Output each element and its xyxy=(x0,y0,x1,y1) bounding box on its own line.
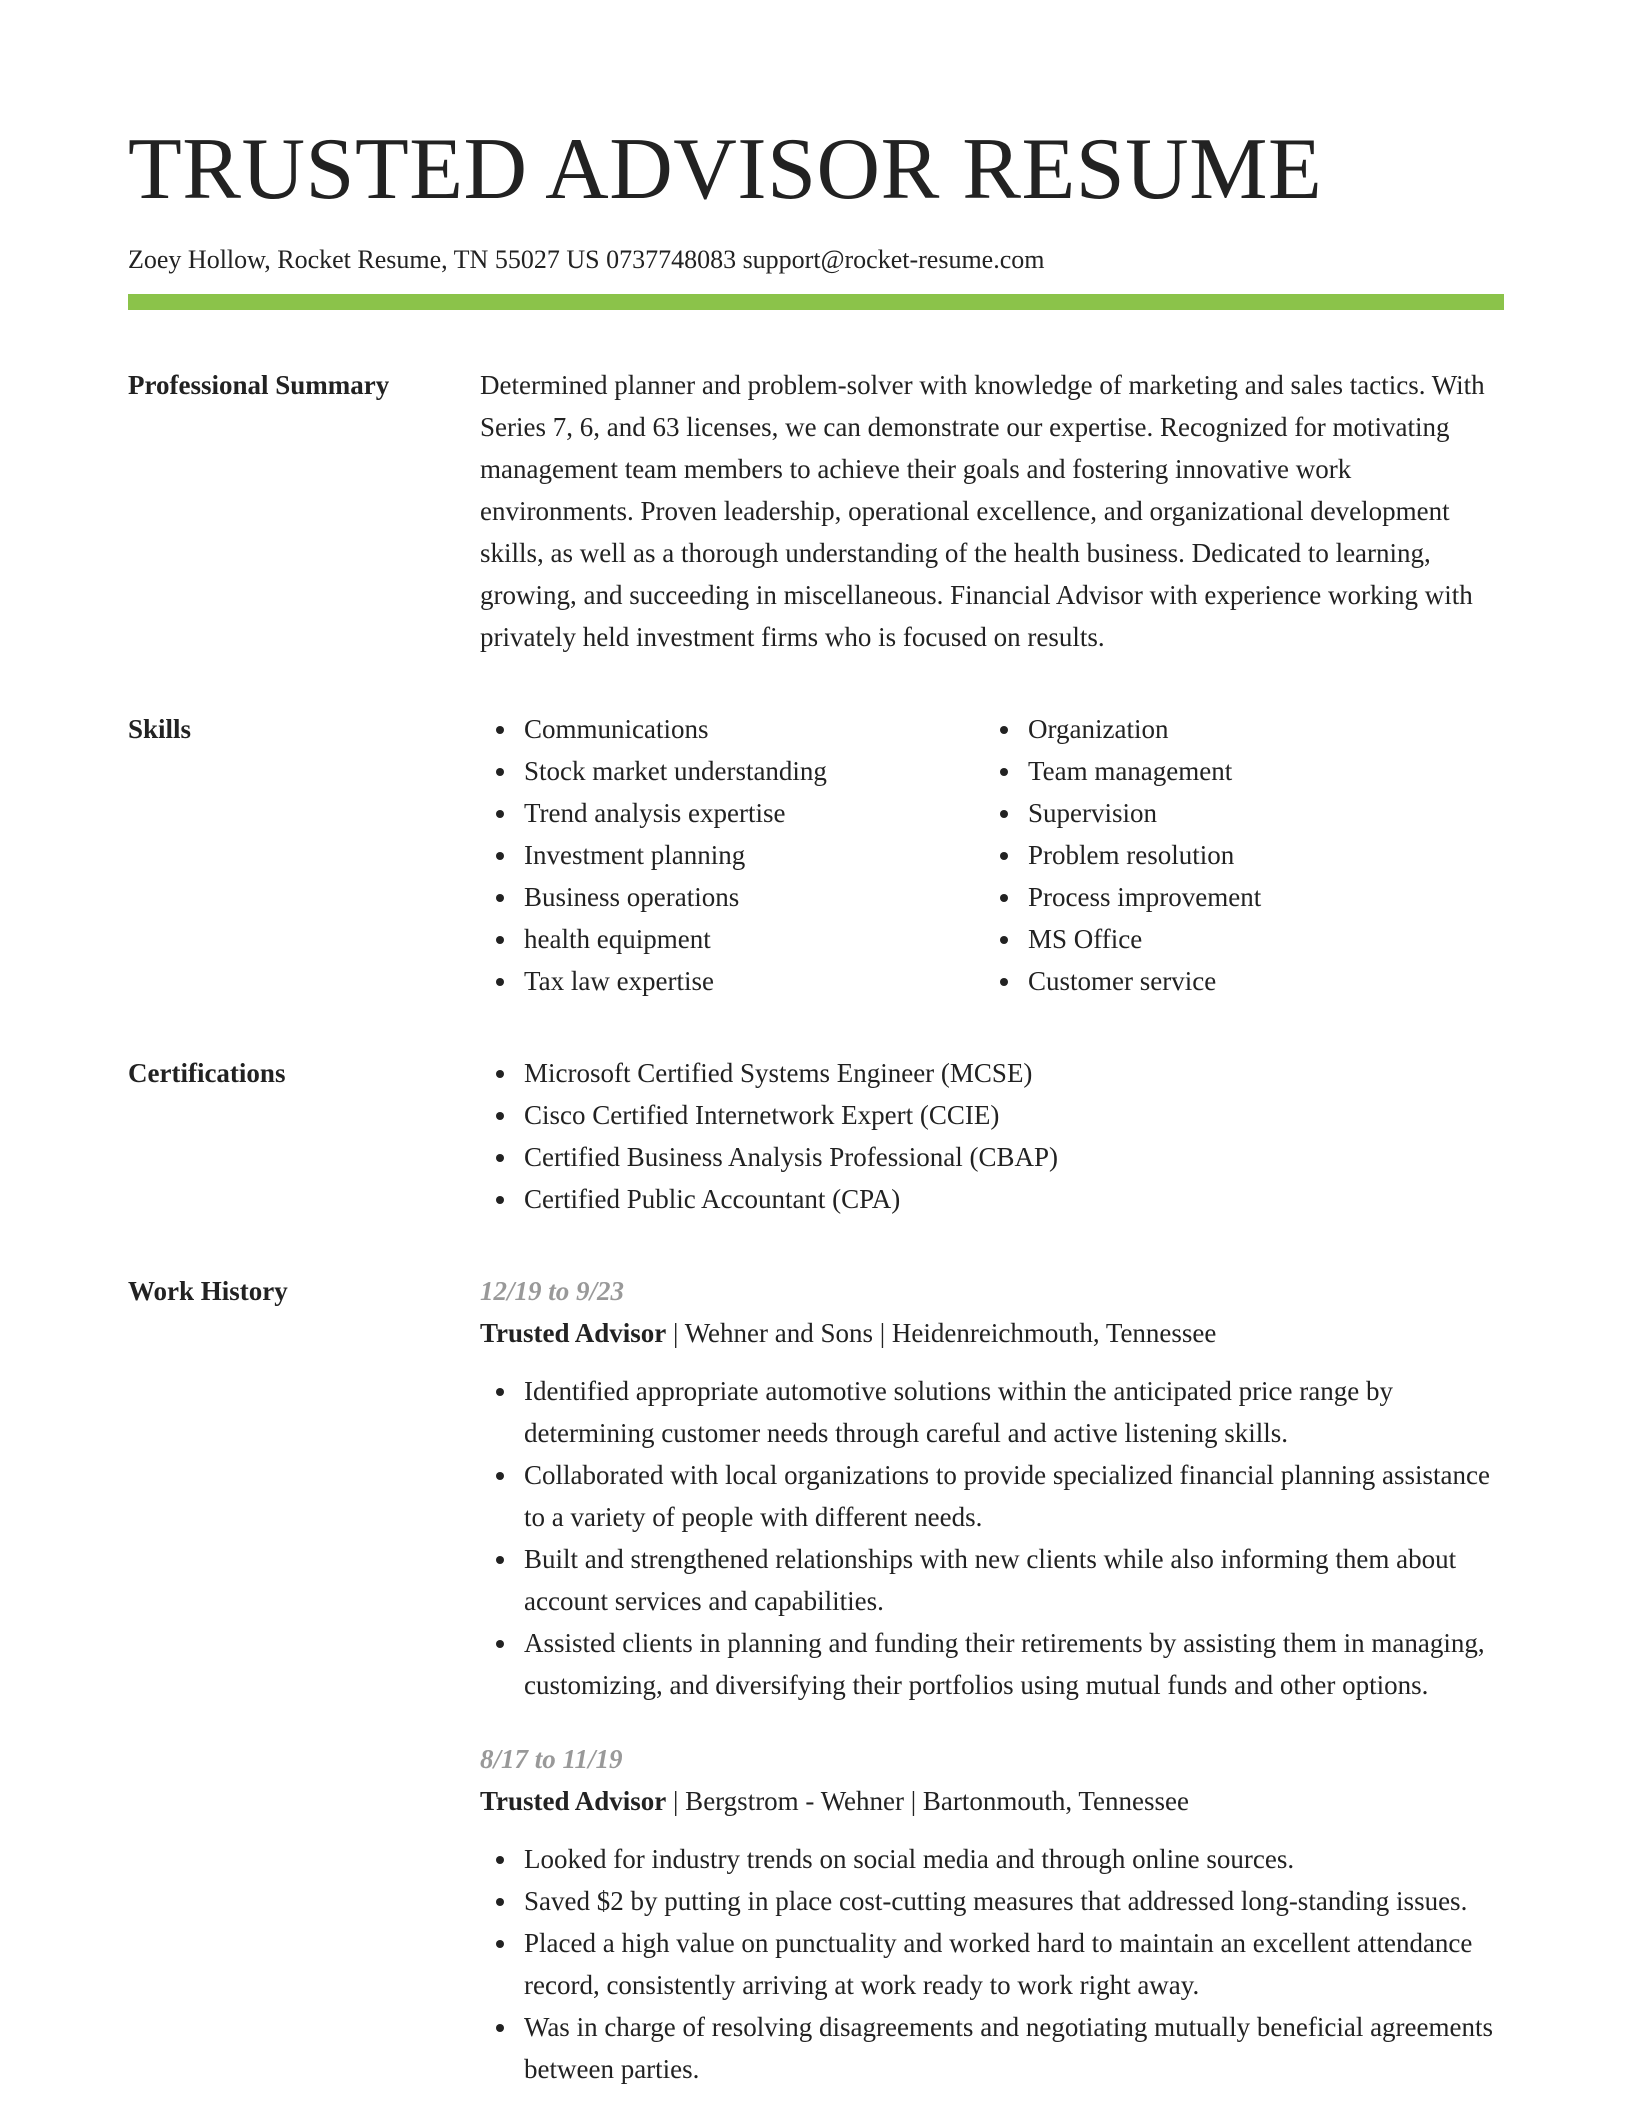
skill-item: Team management xyxy=(1028,750,1488,792)
job-details: | Wehner and Sons | Heidenreichmouth, Tennessee xyxy=(666,1318,1217,1348)
skill-item: Problem resolution xyxy=(1028,834,1488,876)
job-bullet-list xyxy=(480,1370,1504,1706)
skill-item: Trend analysis expertise xyxy=(524,792,984,834)
skill-item: MS Office xyxy=(1028,918,1488,960)
job-bullet: Built and strengthened relationships with new clients while also informing them about account services and capabilities. xyxy=(524,1538,1504,1622)
certification-item: Cisco Certified Internetwork Expert (CCIE) xyxy=(524,1094,1504,1136)
job-heading xyxy=(480,1312,1504,1354)
job-heading xyxy=(480,1780,1504,1822)
skills-label: Skills xyxy=(128,714,192,744)
skill-item: Organization xyxy=(1028,708,1488,750)
work-history-label: Work History xyxy=(128,1276,288,1306)
skill-item: health equipment xyxy=(524,918,984,960)
certification-item: Certified Business Analysis Professional (CBAP) xyxy=(524,1136,1504,1178)
skills-column-right xyxy=(984,708,1488,1002)
skills-section xyxy=(128,708,1504,1002)
skill-item: Customer service xyxy=(1028,960,1488,1002)
summary-section xyxy=(128,364,1504,658)
skill-item: Supervision xyxy=(1028,792,1488,834)
job-bullet-list xyxy=(480,1838,1504,2090)
summary-label: Professional Summary xyxy=(128,370,390,400)
accent-divider xyxy=(128,294,1504,310)
skill-item: Tax law expertise xyxy=(524,960,984,1002)
job-bullet: Saved $2 by putting in place cost-cutting measures that addressed long-standing issues. xyxy=(524,1880,1504,1922)
work-history-section xyxy=(128,1270,1504,2122)
skills-list-right xyxy=(984,708,1488,1002)
summary-text: Determined planner and problem-solver with knowledge of marketing and sales tactics. With Series 7, 6, and 63 licenses, we can demonstrate our expertise. Recognized for motivating management team members to achieve their goals and fostering innovative work environments. Proven leadership, operational excellence, and organizational development skills, as well as a thorough understanding of the health business. Dedicated to learning, growing, and succeeding in miscellaneous. Financial Advisor with experience working with privately held investment firms who is focused on results. xyxy=(480,370,1485,652)
certifications-section xyxy=(128,1052,1504,1220)
skills-list-left xyxy=(480,708,984,1002)
job-bullet: Looked for industry trends on social media and through online sources. xyxy=(524,1838,1504,1880)
resume-page xyxy=(128,0,1504,2122)
skill-item: Business operations xyxy=(524,876,984,918)
skill-item: Stock market understanding xyxy=(524,750,984,792)
job-title: Trusted Advisor xyxy=(480,1318,667,1348)
skill-item: Investment planning xyxy=(524,834,984,876)
certification-item: Microsoft Certified Systems Engineer (MCSE) xyxy=(524,1052,1504,1094)
job-bullet: Was in charge of resolving disagreements and negotiating mutually beneficial agreements between parties. xyxy=(524,2006,1504,2090)
skill-item: Process improvement xyxy=(1028,876,1488,918)
job-bullet: Collaborated with local organizations to provide specialized financial planning assistance to a variety of people with different needs. xyxy=(524,1454,1504,1538)
job-bullet: Identified appropriate automotive solutions within the anticipated price range by determining customer needs through careful and active listening skills. xyxy=(524,1370,1504,1454)
skill-item: Communications xyxy=(524,708,984,750)
resume-title: TRUSTED ADVISOR RESUME xyxy=(128,121,1323,218)
job-dates: 12/19 to 9/23 xyxy=(480,1276,625,1306)
job-entry xyxy=(480,1270,1504,1706)
certifications-label: Certifications xyxy=(128,1058,286,1088)
job-entry xyxy=(480,1738,1504,2090)
contact-line: Zoey Hollow, Rocket Resume, TN 55027 US 0737748083 support@rocket-resume.com xyxy=(128,245,1045,274)
skills-column-left xyxy=(480,708,984,1002)
job-bullet: Assisted clients in planning and funding their retirements by assisting them in managing, customizing, and diversifying their portfolios using mutual funds and other options. xyxy=(524,1622,1504,1706)
certification-item: Certified Public Accountant (CPA) xyxy=(524,1178,1504,1220)
job-title: Trusted Advisor xyxy=(480,1786,667,1816)
job-dates: 8/17 to 11/19 xyxy=(480,1744,623,1774)
job-bullet: Placed a high value on punctuality and worked hard to maintain an excellent attendance record, consistently arriving at work ready to work right away. xyxy=(524,1922,1504,2006)
certifications-list xyxy=(480,1052,1504,1220)
job-details: | Bergstrom - Wehner | Bartonmouth, Tennessee xyxy=(666,1786,1189,1816)
skills-grid xyxy=(480,708,1504,1002)
